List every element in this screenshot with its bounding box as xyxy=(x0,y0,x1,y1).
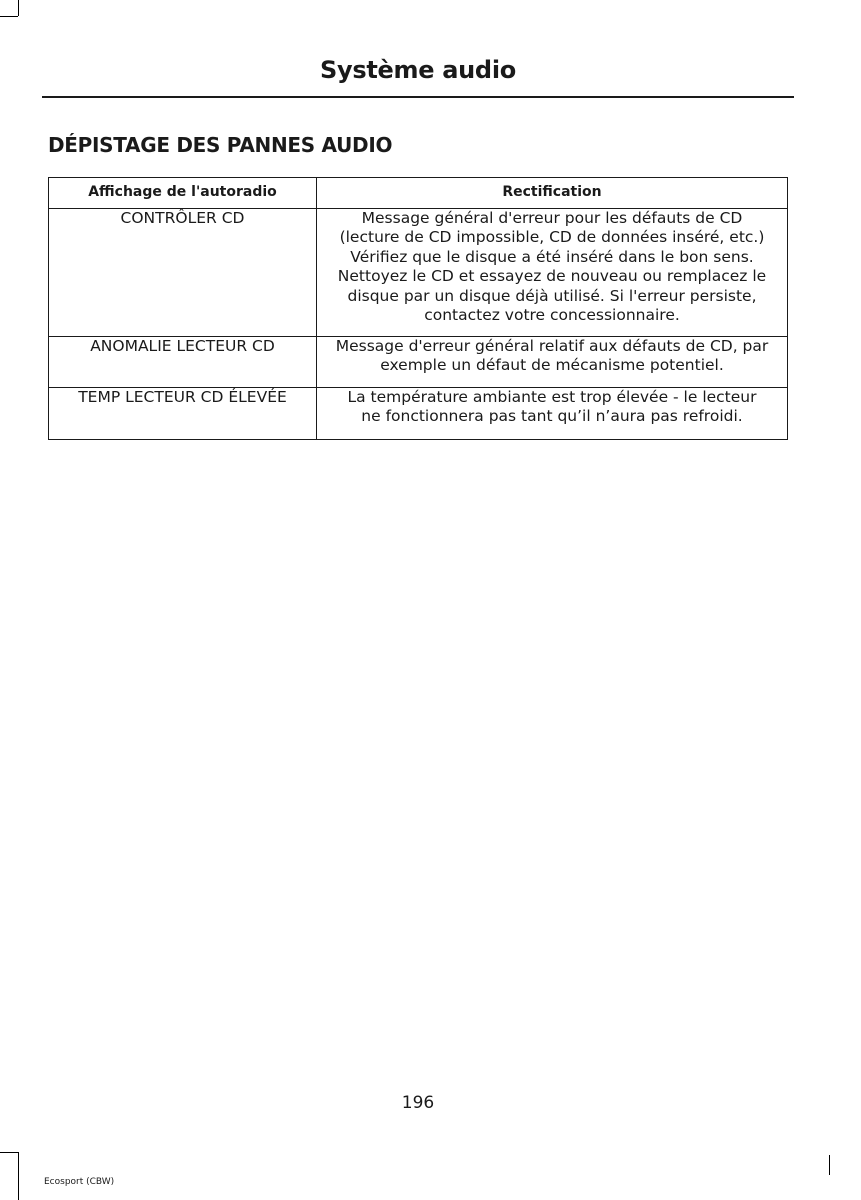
page-number: 196 xyxy=(401,1093,435,1113)
rectification-line: exemple un défaut de mécanisme potentiel. xyxy=(380,356,724,375)
rectification-line: contactez votre concessionnaire. xyxy=(424,306,680,325)
column-header-display: Affichage de l'autoradio xyxy=(49,178,317,209)
rectification-line: La température ambiante est trop élevée - le lecteur xyxy=(347,388,757,406)
display-message-cell: CONTRÔLER CD xyxy=(49,209,317,337)
table-row xyxy=(49,209,788,337)
crop-mark xyxy=(0,16,18,17)
chapter-title: Système audio xyxy=(320,56,516,84)
crop-mark xyxy=(829,1155,830,1175)
column-header-rectification: Rectification xyxy=(317,178,788,209)
rectification-line: Nettoyez le CD et essayez de nouveau ou remplacez le xyxy=(337,267,767,286)
section-heading: DÉPISTAGE DES PANNES AUDIO xyxy=(48,133,393,157)
rectification-line: Message d'erreur général relatif aux défauts de CD, par xyxy=(335,337,769,355)
rectification-line: Vérifiez que le disque a été inséré dans le bon sens. xyxy=(350,247,754,266)
table-header-row xyxy=(49,178,788,209)
table-row xyxy=(49,388,788,440)
crop-mark xyxy=(18,1152,19,1200)
header-divider xyxy=(42,96,794,98)
rectification-cell xyxy=(317,337,788,388)
footer-model-label: Ecosport (CBW) xyxy=(44,1177,115,1187)
rectification-cell xyxy=(317,209,788,337)
troubleshooting-table xyxy=(48,177,788,440)
rectification-line: (lecture de CD impossible, CD de données inséré, etc.) xyxy=(339,228,765,247)
rectification-line: disque par un disque déjà utilisé. Si l'erreur persiste, xyxy=(347,286,757,305)
table-row xyxy=(49,337,788,388)
display-message-cell: ANOMALIE LECTEUR CD xyxy=(49,337,317,388)
rectification-line: ne fonctionnera pas tant qu’il n’aura pas refroidi. xyxy=(361,407,743,426)
crop-mark xyxy=(0,1152,18,1153)
rectification-line: Message général d'erreur pour les défauts de CD xyxy=(361,209,743,227)
display-message-cell: TEMP LECTEUR CD ÉLEVÉE xyxy=(49,388,317,440)
crop-mark xyxy=(18,0,19,16)
rectification-cell xyxy=(317,388,788,440)
